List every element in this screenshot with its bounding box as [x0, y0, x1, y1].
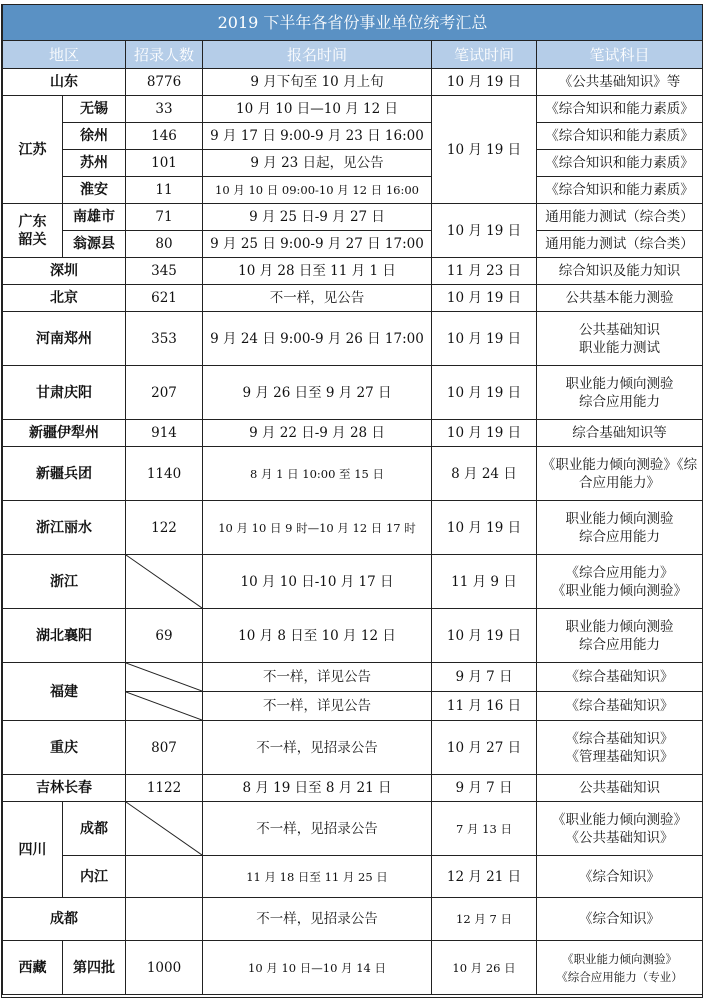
region-cell: 新疆兵团: [3, 447, 126, 501]
signup-cell: 9 月 25 日-9 月 27 日: [203, 204, 432, 231]
subject-cell: 《综合知识》: [537, 856, 703, 898]
subject-line: 《职业能力倾向测验》: [552, 811, 688, 828]
table-row: [3, 231, 703, 258]
city-cell: 徐州: [63, 123, 126, 150]
signup-cell: 10 月 28 日至 11 月 1 日: [203, 258, 432, 285]
recruit-cell: 353: [126, 312, 203, 366]
exam-cell: 10 月 19 日: [432, 501, 537, 555]
subject-cell: 公共基础知识: [537, 775, 703, 802]
subject-line: 《公共基础知识》: [565, 829, 674, 846]
diagonal-line: [126, 802, 202, 855]
subject-line: 《职业能力倾向测验》: [562, 951, 678, 966]
table-row: [3, 941, 703, 995]
region-cell: 浙江丽水: [3, 501, 126, 555]
subject-cell: 《综合知识》: [537, 898, 703, 941]
table-row: [3, 898, 703, 941]
subject-line: 《综合应用能力（专业）: [556, 969, 683, 984]
exam-cell: 11 月 16 日: [432, 692, 537, 721]
signup-cell: 9 月 24 日 9:00-9 月 26 日 17:00: [203, 312, 432, 366]
recruit-cell: 1000: [126, 941, 203, 995]
city-cell: 内江: [63, 856, 126, 898]
subject-cell: 《综合知识和能力素质》: [537, 123, 703, 150]
region-cell: 福建: [3, 663, 126, 721]
recruit-cell: 71: [126, 204, 203, 231]
subject-cell: 通用能力测试（综合类）: [537, 204, 703, 231]
signup-cell: 不一样，详见公告: [203, 692, 432, 721]
exam-cell: 10 月 26 日: [432, 941, 537, 995]
signup-cell: 9 月 26 日至 9 月 27 日: [203, 366, 432, 420]
header-row: [3, 41, 703, 69]
subject-line: 《综合基础知识》: [565, 730, 674, 747]
exam-cell: 10 月 19 日: [432, 420, 537, 447]
empty-diagonal-cell: [126, 692, 203, 721]
recruit-cell: [126, 856, 203, 898]
subject-line: 职业能力倾向测验: [565, 510, 674, 527]
table-row: [3, 663, 703, 692]
exam-cell: 10 月 27 日: [432, 721, 537, 775]
subject-cell: 《公共基础知识》等: [537, 69, 703, 96]
subject-cell: [537, 312, 703, 366]
exam-summary-table: [2, 4, 703, 995]
region-cell: 河南郑州: [3, 312, 126, 366]
header-recruit: 招录人数: [126, 41, 203, 69]
exam-cell: 12 月 21 日: [432, 856, 537, 898]
subject-cell: [537, 501, 703, 555]
region-cell: 北京: [3, 285, 126, 312]
signup-cell: 10 月 10 日 9 时—10 月 12 日 17 时: [203, 501, 432, 555]
table-title: 2019 下半年各省份事业单位统考汇总: [3, 5, 703, 41]
city-cell: 苏州: [63, 150, 126, 177]
recruit-cell: [126, 898, 203, 941]
signup-cell: 10 月 10 日-10 月 17 日: [203, 555, 432, 609]
signup-cell: 9 月 25 日 9:00-9 月 27 日 17:00: [203, 231, 432, 258]
city-cell: 成都: [63, 802, 126, 856]
exam-cell: 10 月 19 日: [432, 312, 537, 366]
subject-line: 职业能力倾向测验: [565, 618, 674, 635]
city-cell: 翁源县: [63, 231, 126, 258]
subject-line: 综合应用能力: [579, 393, 661, 410]
recruit-cell: 146: [126, 123, 203, 150]
subject-line: 《管理基础知识》: [565, 748, 674, 765]
table-row: [3, 150, 703, 177]
signup-cell: 10 月 10 日 09:00-10 月 12 日 16:00: [203, 177, 432, 204]
table-row: [3, 258, 703, 285]
recruit-cell: 122: [126, 501, 203, 555]
diagonal-line: [126, 555, 202, 608]
diagonal-line: [126, 663, 202, 691]
table-row: [3, 366, 703, 420]
exam-cell: 10 月 19 日: [432, 285, 537, 312]
exam-cell: 11 月 9 日: [432, 555, 537, 609]
region-cell: 浙江: [3, 555, 126, 609]
subject-cell: 《综合知识和能力素质》: [537, 177, 703, 204]
diagonal-line: [126, 692, 202, 720]
table-row: [3, 69, 703, 96]
exam-cell: 10 月 19 日: [432, 96, 537, 204]
recruit-cell: 8776: [126, 69, 203, 96]
signup-cell: 10 月 10 日—10 月 12 日: [203, 96, 432, 123]
signup-cell: 9 月 22 日-9 月 28 日: [203, 420, 432, 447]
region-cell: 山东: [3, 69, 126, 96]
signup-cell: 9 月 23 日起，见公告: [203, 150, 432, 177]
table-row: [3, 285, 703, 312]
province-cell: 四川: [3, 802, 63, 898]
exam-cell: 12 月 7 日: [432, 898, 537, 941]
table-row: [3, 501, 703, 555]
table-row: [3, 609, 703, 663]
recruit-cell: 621: [126, 285, 203, 312]
subject-line: 《职业能力倾向测验》: [552, 582, 688, 599]
subject-cell: 《综合知识和能力素质》: [537, 150, 703, 177]
table-row: [3, 123, 703, 150]
signup-cell: 9 月下旬至 10 月上旬: [203, 69, 432, 96]
recruit-cell: 11: [126, 177, 203, 204]
header-subjects: 笔试科目: [537, 41, 703, 69]
signup-cell: 10 月 8 日至 10 月 12 日: [203, 609, 432, 663]
signup-cell: 11 月 18 日至 11 月 25 日: [203, 856, 432, 898]
header-signup: 报名时间: [203, 41, 432, 69]
signup-cell: 8 月 1 日 10:00 至 15 日: [203, 447, 432, 501]
subject-cell: [537, 721, 703, 775]
table-row: [3, 775, 703, 802]
city-cell: 淮安: [63, 177, 126, 204]
table-row: [3, 447, 703, 501]
subject-cell: [537, 609, 703, 663]
subject-cell: 《综合基础知识》: [537, 692, 703, 721]
signup-cell: 不一样，见公告: [203, 285, 432, 312]
recruit-cell: 807: [126, 721, 203, 775]
subject-cell: [537, 941, 703, 995]
province-cell: 江苏: [3, 96, 63, 204]
signup-cell: 不一样，见招录公告: [203, 802, 432, 856]
signup-cell: 9 月 17 日 9:00-9 月 23 日 16:00: [203, 123, 432, 150]
recruit-cell: 80: [126, 231, 203, 258]
subject-line: 综合应用能力: [579, 636, 661, 653]
signup-cell: 8 月 19 日至 8 月 21 日: [203, 775, 432, 802]
table-row: [3, 420, 703, 447]
subject-line: 职业能力测试: [579, 339, 661, 356]
province-cell: 西藏: [3, 941, 63, 995]
exam-cell: 8 月 24 日: [432, 447, 537, 501]
region-cell: 重庆: [3, 721, 126, 775]
subject-line: 合应用能力》: [579, 474, 661, 491]
recruit-cell: 207: [126, 366, 203, 420]
batch-cell: 第四批: [63, 941, 126, 995]
subject-line: 综合应用能力: [579, 528, 661, 545]
province-cell: [3, 204, 63, 258]
recruit-cell: 33: [126, 96, 203, 123]
table-row: [3, 177, 703, 204]
subject-cell: [537, 555, 703, 609]
subject-cell: 《综合知识和能力素质》: [537, 96, 703, 123]
recruit-cell: 101: [126, 150, 203, 177]
header-exam-time: 笔试时间: [432, 41, 537, 69]
subject-line: 公共基础知识: [579, 321, 661, 338]
table-row: [3, 721, 703, 775]
region-cell: 湖北襄阳: [3, 609, 126, 663]
table-row: [3, 312, 703, 366]
province-line: 广东: [18, 213, 47, 230]
empty-diagonal-cell: [126, 555, 203, 609]
recruit-cell: 1122: [126, 775, 203, 802]
subject-cell: 公共基本能力测验: [537, 285, 703, 312]
subject-cell: [537, 447, 703, 501]
table-row: [3, 555, 703, 609]
exam-cell: 10 月 19 日: [432, 204, 537, 258]
exam-cell: 10 月 19 日: [432, 69, 537, 96]
subject-line: 《综合应用能力》: [565, 564, 674, 581]
empty-diagonal-cell: [126, 802, 203, 856]
table-row: [3, 96, 703, 123]
city-cell: 无锡: [63, 96, 126, 123]
table-row: [3, 802, 703, 856]
subject-cell: [537, 366, 703, 420]
recruit-cell: 69: [126, 609, 203, 663]
region-cell: 新疆伊犁州: [3, 420, 126, 447]
region-cell: 成都: [3, 898, 126, 941]
subject-cell: 综合基础知识等: [537, 420, 703, 447]
table-row: [3, 204, 703, 231]
subject-cell: [537, 802, 703, 856]
header-region: 地区: [3, 41, 126, 69]
subject-line: 《职业能力倾向测验》《综: [541, 456, 698, 473]
subject-cell: 通用能力测试（综合类）: [537, 231, 703, 258]
signup-cell: 不一样，详见公告: [203, 663, 432, 692]
exam-cell: 10 月 19 日: [432, 609, 537, 663]
subject-cell: 综合知识及能力知识: [537, 258, 703, 285]
recruit-cell: 1140: [126, 447, 203, 501]
region-cell: 深圳: [3, 258, 126, 285]
region-cell: 甘肃庆阳: [3, 366, 126, 420]
subject-line: 职业能力倾向测验: [565, 375, 674, 392]
recruit-cell: 345: [126, 258, 203, 285]
exam-cell: 7 月 13 日: [432, 802, 537, 856]
table-row: [3, 856, 703, 898]
province-line: 韶关: [18, 231, 47, 248]
exam-cell: 9 月 7 日: [432, 775, 537, 802]
region-cell: 吉林长春: [3, 775, 126, 802]
signup-cell: 不一样，见招录公告: [203, 721, 432, 775]
empty-diagonal-cell: [126, 663, 203, 692]
signup-cell: 不一样，见招录公告: [203, 898, 432, 941]
city-cell: 南雄市: [63, 204, 126, 231]
exam-cell: 9 月 7 日: [432, 663, 537, 692]
exam-cell: 10 月 19 日: [432, 366, 537, 420]
recruit-cell: 914: [126, 420, 203, 447]
signup-cell: 10 月 10 日—10 月 14 日: [203, 941, 432, 995]
exam-cell: 11 月 23 日: [432, 258, 537, 285]
subject-cell: 《综合基础知识》: [537, 663, 703, 692]
